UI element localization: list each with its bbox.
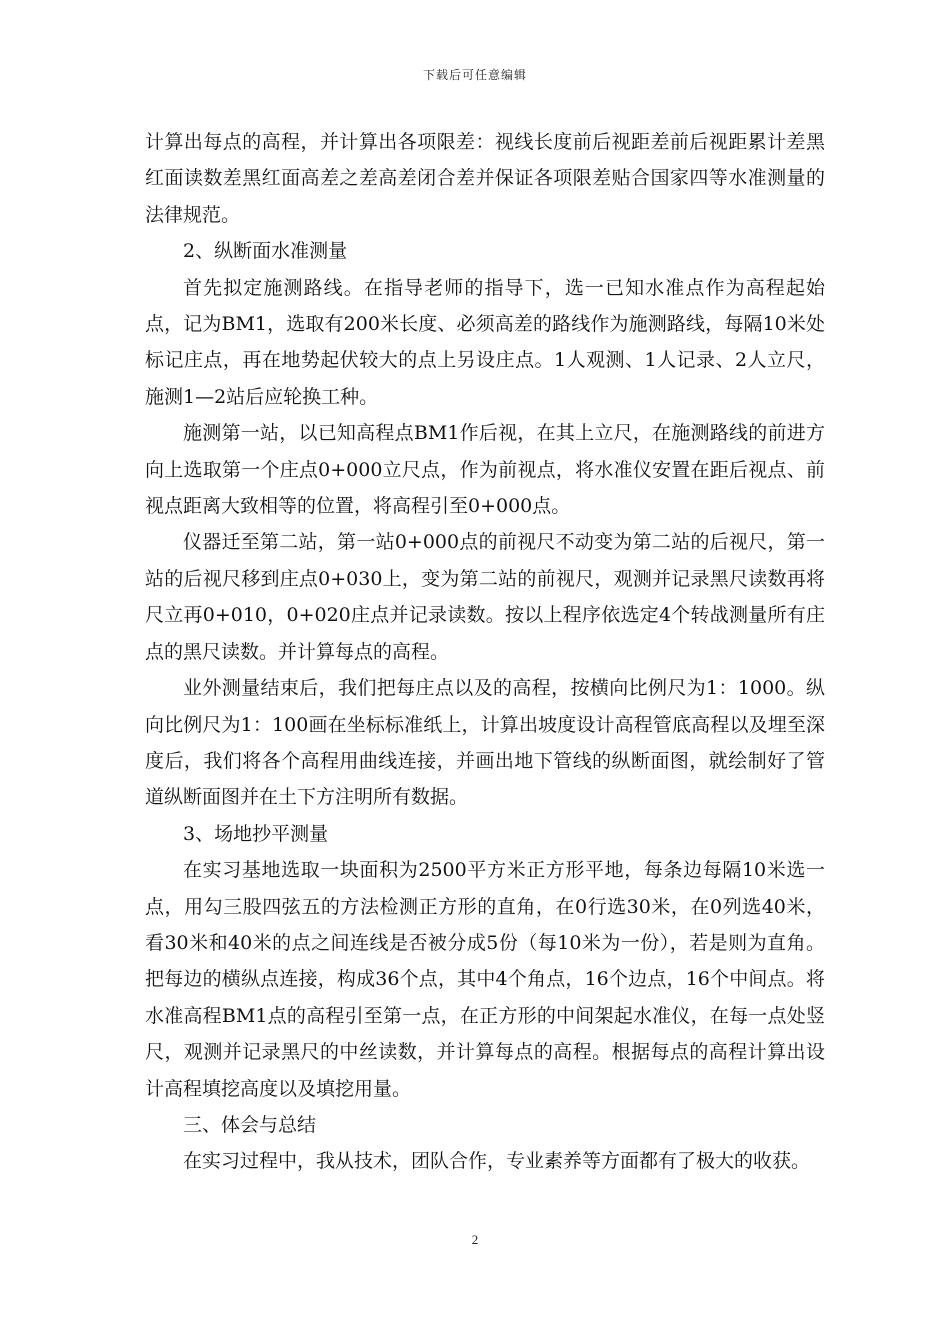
paragraph-site-leveling: 在实习基地选取一块面积为2500平方米正方形平地，每条边每隔10米选一点，用勾三股四弦五的方法检测正方形的直角，在0行选30米，在0列选40米，看30米和40米的点之间连线是否被分成5份（每10米为一份），若是则为直角。把每边的横纵点连接，构成36个点，其中4个角点，16个边点，16个中间点。将水准高程BM1点的高程引至第一点，在正方形的中间架起水准仪，在每一点处竖尺，观测并记录黑尺的中丝读数，并计算每点的高程。根据每点的高程计算出设计高程填挖高度以及填挖用量。 [145,859,825,1100]
paragraph-profile-drawing: 业外测量结束后，我们把每庄点以及的高程，按横向比例尺为1：1000。纵向比例尺为1：100画在坐标标准纸上，计算出坡度设计高程管底高程以及埋至深度后，我们将各个高程用曲线连接，并画出地下管线的纵断面图，就绘制好了管道纵断面图并在土下方注明所有数据。 [145,677,825,809]
paragraph-second-station: 仪器迁至第二站，第一站0+000点的前视尺不动变为第二站的后视尺，第一站的后视尺移到庄点0+030上，变为第二站的前视尺，观测并记录黑尺读数再将尺立再0+010，0+020庄点并记录读数。按以上程序依选定4个转战测量所有庄点的黑尺读数。并计算每点的高程。 [145,531,825,663]
page-header: 下载后可任意编辑 [422,68,527,82]
section-heading-profile-leveling: 2、纵断面水准测量 [183,240,348,263]
section-heading-site-leveling: 3、场地抄平测量 [183,822,329,845]
paragraph-continuation: 计算出每点的高程，并计算出各项限差：视线长度前后视距差前后视距累计差黑红面读数差黑红面高差之差高差闭合差并保证各项限差贴合国家四等水准测量的法律规范。 [145,131,825,226]
paragraph-first-station: 施测第一站，以已知高程点BM1作后视，在其上立尺，在施测路线的前进方向上选取第一个庄点0+000立尺点，作为前视点，将水准仪安置在距后视点、前视点距离大致相等的位置，将高程引至0+000点。 [145,422,825,518]
page-number: 2 [471,1232,479,1247]
paragraph-summary: 在实习过程中，我从技术，团队合作，专业素养等方面都有了极大的收获。 [183,1150,811,1173]
document-body [145,124,825,1180]
paragraph-route-planning: 首先拟定施测路线。在指导老师的指导下，选一已知水准点作为高程起始点，记为BM1，选取有200米长度、必须高差的路线作为施测路线，每隔10米处标记庄点，再在地势起伏较大的点上另设庄点。1人观测、1人记录、2人立尺，施测1—2站后应轮换工种。 [145,276,825,408]
section-heading-summary: 三、体会与总结 [183,1113,317,1136]
